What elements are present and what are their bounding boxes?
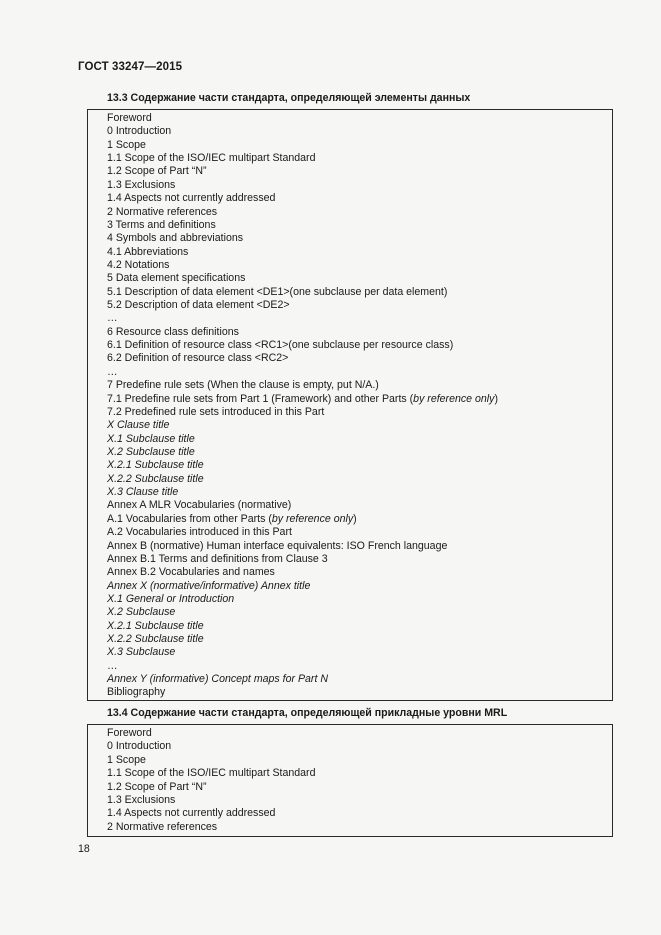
contents-line: 3 Terms and definitions (107, 218, 216, 231)
contents-line: 1.2 Scope of Part “N” (107, 780, 207, 793)
contents-line: A.2 Vocabularies introduced in this Part (107, 526, 292, 539)
contents-line: X.3 Subclause (107, 646, 176, 659)
contents-line: 1.3 Exclusions (107, 793, 176, 806)
line-text: 7.1 Predefine rule sets from Part 1 (Framework) and other Parts ( (107, 392, 414, 405)
contents-line (107, 513, 498, 526)
emphasis-text: by reference only (271, 512, 354, 525)
section-13-4-contents-box (87, 724, 613, 837)
contents-line: Foreword (107, 727, 152, 739)
contents-line: X Clause title (107, 419, 170, 432)
contents-line: Bibliography (107, 686, 166, 699)
contents-line: 1.3 Exclusions (107, 178, 176, 191)
contents-line: Annex B.2 Vocabularies and names (107, 566, 275, 579)
section-13-3-contents-box (87, 109, 613, 701)
section-13-4-contents-list (107, 727, 315, 834)
contents-line: Annex B (normative) Human interface equivalents: ISO French language (107, 539, 448, 552)
contents-line: 2 Normative references (107, 205, 218, 218)
contents-line: 1.2 Scope of Part “N” (107, 165, 207, 178)
contents-line: 6.1 Definition of resource class <RC1>(one subclause per resource class) (107, 339, 454, 352)
contents-line: … (107, 312, 118, 325)
contents-line: Annex Y (informative) Concept maps for Part N (107, 673, 328, 686)
contents-line: … (107, 365, 118, 378)
line-text: ) (494, 392, 498, 405)
contents-line: X.2.1 Subclause title (107, 619, 204, 632)
contents-line: 4 Symbols and abbreviations (107, 232, 244, 245)
line-text: A.1 Vocabularies from other Parts ( (107, 512, 272, 525)
contents-line: 1.1 Scope of the ISO/IEC multipart Standard (107, 767, 316, 780)
contents-line: X.2.2 Subclause title (107, 472, 204, 485)
contents-line: 0 Introduction (107, 740, 172, 753)
section-13-3-contents-list (107, 112, 498, 700)
contents-line: 7.2 Predefined rule sets introduced in this Part (107, 405, 325, 418)
contents-line: … (107, 659, 118, 672)
contents-line: 0 Introduction (107, 125, 172, 138)
contents-line: 4.1 Abbreviations (107, 245, 189, 258)
contents-line: 6 Resource class definitions (107, 325, 239, 338)
contents-line: 7 Predefine rule sets (When the clause is empty, put N/A.) (107, 379, 379, 392)
contents-line: 1.1 Scope of the ISO/IEC multipart Standard (107, 152, 316, 165)
line-text: ) (353, 512, 357, 525)
section-13-4-title: 13.4 Содержание части стандарта, определяющей прикладные уровни MRL (107, 707, 508, 719)
contents-line: Annex B.1 Terms and definitions from Clause 3 (107, 552, 328, 565)
contents-line: X.2 Subclause (107, 606, 176, 619)
section-13-3-title: 13.3 Содержание части стандарта, определяющей элементы данных (107, 92, 471, 104)
contents-line: 1 Scope (107, 138, 146, 151)
contents-line: X.1 Subclause title (107, 432, 195, 445)
contents-line: 1 Scope (107, 753, 146, 766)
contents-line: X.2.2 Subclause title (107, 633, 204, 646)
contents-line (107, 393, 498, 406)
contents-line: 2 Normative references (107, 820, 218, 833)
contents-line: Annex A MLR Vocabularies (normative) (107, 499, 292, 512)
contents-line: X.3 Clause title (107, 486, 179, 499)
contents-line: 4.2 Notations (107, 258, 170, 271)
contents-line: Foreword (107, 112, 152, 124)
standard-code-header: ГОСТ 33247—2015 (78, 61, 183, 73)
contents-line: X.1 General or Introduction (107, 592, 235, 605)
contents-line: 5.2 Description of data element <DE2> (107, 299, 290, 312)
contents-line: 1.4 Aspects not currently addressed (107, 192, 276, 205)
contents-line: 5.1 Description of data element <DE1>(one subclause per data element) (107, 285, 448, 298)
contents-line: Annex X (normative/informative) Annex title (107, 579, 311, 592)
contents-line: 5 Data element specifications (107, 272, 246, 285)
emphasis-text: by reference only (413, 392, 495, 405)
contents-line: 1.4 Aspects not currently addressed (107, 807, 276, 820)
page-number: 18 (78, 843, 90, 855)
contents-line: X.2 Subclause title (107, 445, 195, 458)
contents-line: 6.2 Definition of resource class <RC2> (107, 352, 289, 365)
contents-line: X.2.1 Subclause title (107, 459, 204, 472)
